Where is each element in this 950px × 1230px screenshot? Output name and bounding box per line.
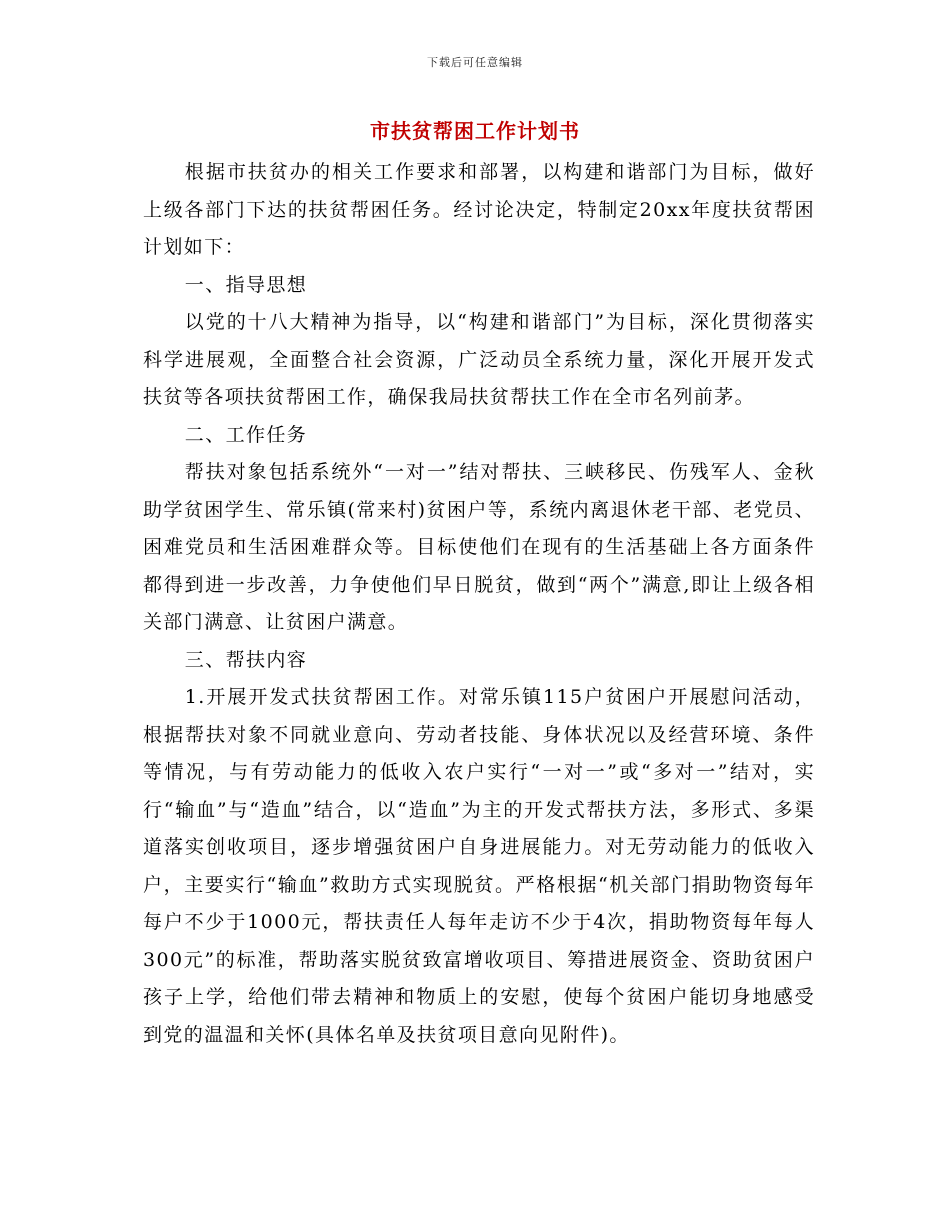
section-heading-guiding-ideology: 一、指导思想 [184, 273, 308, 296]
document-title: 市扶贫帮困工作计划书 [370, 119, 580, 143]
section-paragraph-assistance-content: 1.开展开发式扶贫帮困工作。对常乐镇115户贫困户开展慰问活动，根据帮扶对象不同就业意向、劳动者技能、身体状况以及经营环境、条件等情况，与有劳动能力的低收入农户实行“一对一”或“多对一”结对，实行“输血”与“造血”结合，以“造血”为主的开发式帮扶方法，多形式、多渠道落实创收项目，逐步增强贫困户自身进展能力。对无劳动能力的低收入户，主要实行“输血”救助方式实现脱贫。严格根据“机关部门捐助物资每年每户不少于1000元，帮扶责任人每年走访不少于4次，捐助物资每年每人300元”的标准，帮助落实脱贫致富增收项目、筹措进展资金、资助贫困户孩子上学，给他们带去精神和物质上的安慰，使每个贫困户能切身地感受到党的温温和关怀(具体名单及扶贫项目意向见附件)。 [143, 686, 815, 1046]
section-heading-assistance-content: 三、帮扶内容 [184, 648, 308, 671]
header-note: 下载后可任意编辑 [427, 56, 523, 69]
intro-paragraph: 根据市扶贫办的相关工作要求和部署，以构建和谐部门为目标，做好上级各部门下达的扶贫帮困任务。经讨论决定，特制定20xx年度扶贫帮困计划如下： [143, 161, 815, 258]
section-heading-work-tasks: 二、工作任务 [184, 423, 308, 446]
section-paragraph-guiding-ideology: 以党的十八大精神为指导，以“构建和谐部门”为目标，深化贯彻落实科学进展观，全面整合社会资源，广泛动员全系统力量，深化开展开发式扶贫等各项扶贫帮困工作，确保我局扶贫帮扶工作在全市名列前茅。 [143, 311, 815, 408]
section-paragraph-work-tasks: 帮扶对象包括系统外“一对一”结对帮扶、三峡移民、伤残军人、金秋助学贫困学生、常乐镇(常来村)贫困户等，系统内离退休老干部、老党员、困难党员和生活困难群众等。目标使他们在现有的生活基础上各方面条件都得到进一步改善，力争使他们早日脱贫，做到“两个”满意,即让上级各相关部门满意、让贫困户满意。 [143, 461, 815, 633]
document-body [143, 154, 815, 1054]
